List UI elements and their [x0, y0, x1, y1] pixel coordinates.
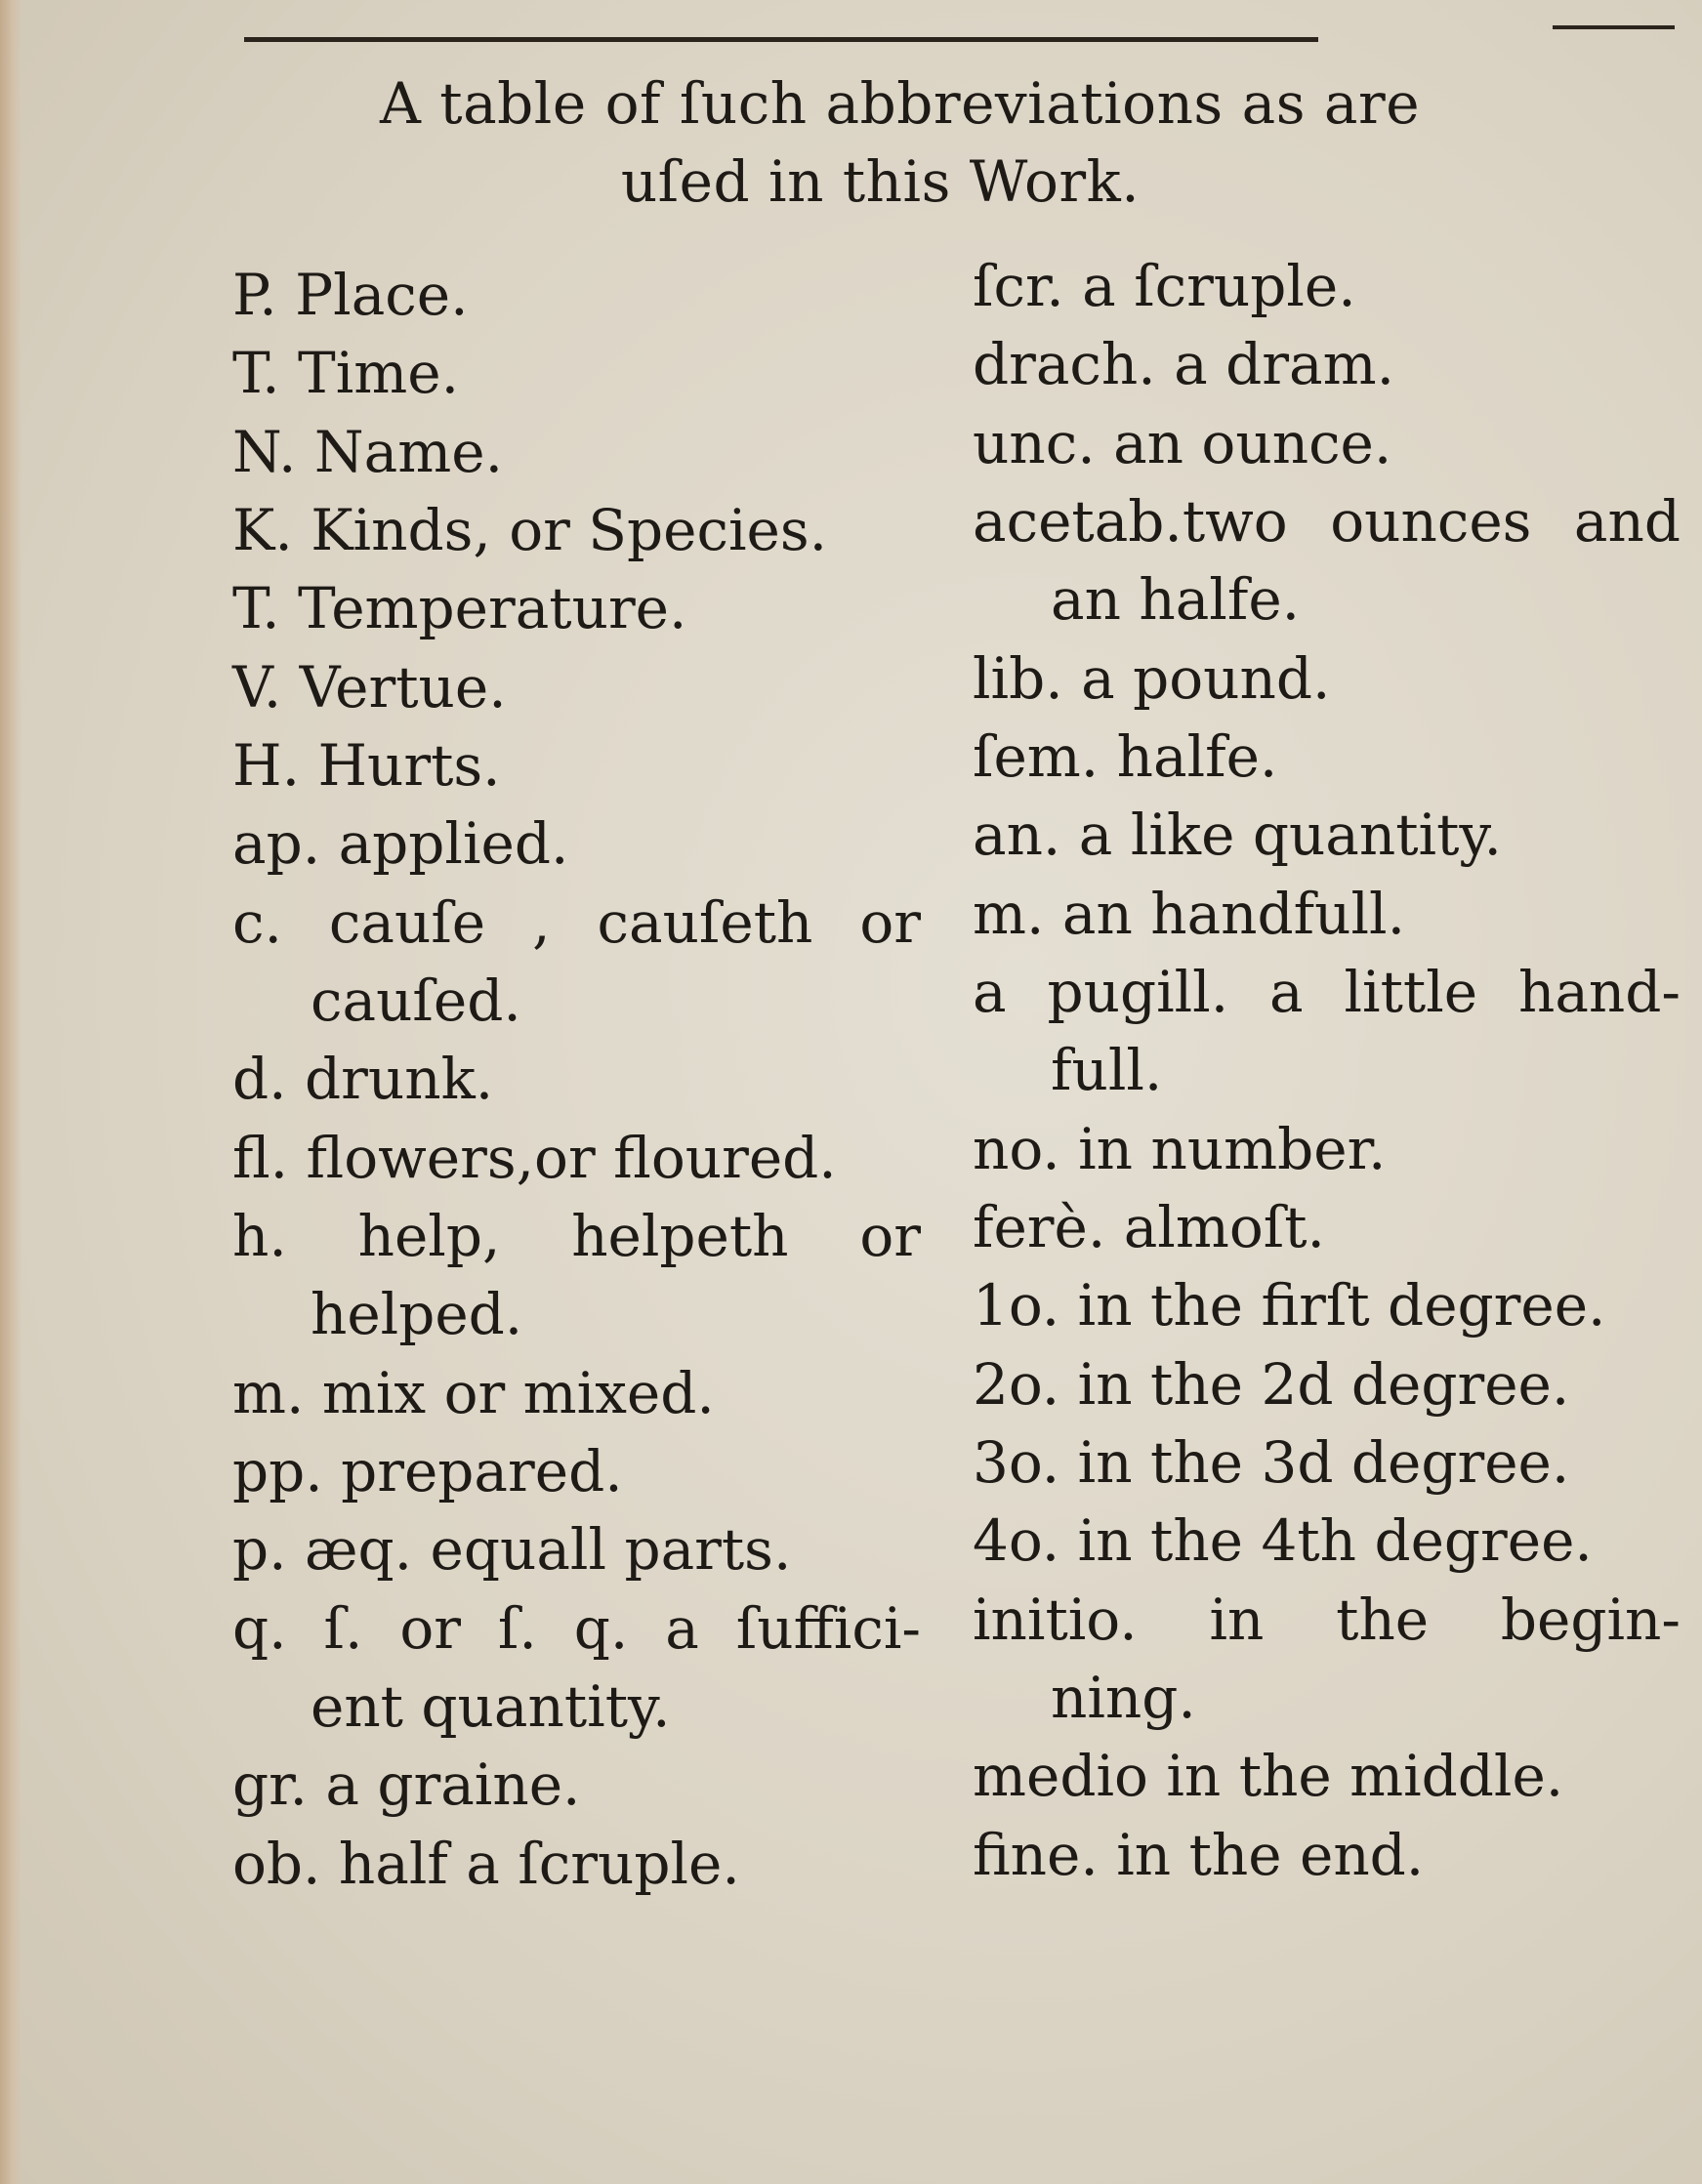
abbrev-entry-continuation: ent quantity.: [311, 1673, 671, 1740]
abbrev-entry: 3o. in the 3d degree.: [973, 1429, 1570, 1496]
abbrev-entry: T. Temperature.: [232, 575, 687, 641]
abbrev-entry-continuation: cauſed.: [311, 968, 521, 1034]
abbrev-entry: m. mix or mixed.: [232, 1360, 715, 1426]
abbrev-entry: drach. a dram.: [973, 331, 1395, 397]
abbrev-entry: ſem. halfe.: [973, 723, 1278, 790]
abbrev-entry: fine. in the end.: [973, 1822, 1425, 1888]
top-rule-short: [1553, 25, 1675, 29]
abbrev-entry: ob. half a ſcruple.: [232, 1831, 740, 1897]
abbrev-entry: no. in number.: [973, 1116, 1387, 1182]
abbrev-entry-continuation: helped.: [311, 1281, 523, 1347]
abbrev-entry: K. Kinds, or Species.: [232, 497, 828, 563]
abbrev-entry: unc. an ounce.: [973, 410, 1392, 476]
abbrev-entry: 1o. in the firſt degree.: [973, 1272, 1606, 1339]
abbrev-entry: medio in the middle.: [973, 1743, 1564, 1809]
abbrev-entry: V. Vertue.: [232, 654, 507, 721]
abbrev-entry: acetab.two ounces and: [973, 488, 1681, 555]
abbrev-entry: ap. applied.: [232, 810, 569, 877]
abbrev-entry: q. ſ. or ſ. q. a ſuffici-: [232, 1595, 921, 1662]
page-title-line-1: A table of ſuch abbreviations as are: [379, 70, 1421, 137]
abbrev-entry: pp. prepared.: [232, 1438, 623, 1504]
abbrev-entry: m. an handfull.: [973, 881, 1406, 947]
abbrev-entry-continuation: full.: [1051, 1037, 1163, 1103]
abbrev-entry: H. Hurts.: [232, 732, 501, 799]
abbrev-entry: 4o. in the 4th degree.: [973, 1507, 1593, 1574]
page-title-line-2: uſed in this Work.: [620, 148, 1141, 215]
abbrev-entry: p. æq. equall parts.: [232, 1516, 792, 1583]
abbrev-entry: 2o. in the 2d degree.: [973, 1351, 1570, 1418]
abbrev-entry: initio. in the begin-: [973, 1586, 1681, 1653]
abbrev-entry: N. Name.: [232, 419, 504, 485]
abbrev-entry: d. drunk.: [232, 1046, 494, 1112]
abbrev-entry: lib. a pound.: [973, 645, 1331, 712]
abbrev-entry: gr. a graine.: [232, 1751, 581, 1818]
abbrev-entry: h. help, helpeth or: [232, 1203, 921, 1269]
abbrev-entry: T. Time.: [232, 340, 460, 406]
page-edge: [0, 0, 21, 2184]
abbrev-entry: c. cauſe , cauſeth or: [232, 889, 921, 956]
abbrev-entry: ferè. almoſt.: [973, 1194, 1325, 1260]
abbrev-entry-continuation: ning.: [1051, 1665, 1196, 1731]
top-rule: [244, 37, 1318, 42]
abbrev-entry-continuation: an halfe.: [1051, 566, 1301, 633]
abbrev-entry: fl. flowers,or floured.: [232, 1125, 837, 1191]
abbrev-entry: an. a like quantity.: [973, 802, 1502, 868]
abbrev-entry: a pugill. a little hand-: [973, 959, 1681, 1025]
abbrev-entry: ſcr. a ſcruple.: [973, 253, 1356, 319]
abbrev-entry: P. Place.: [232, 262, 469, 328]
